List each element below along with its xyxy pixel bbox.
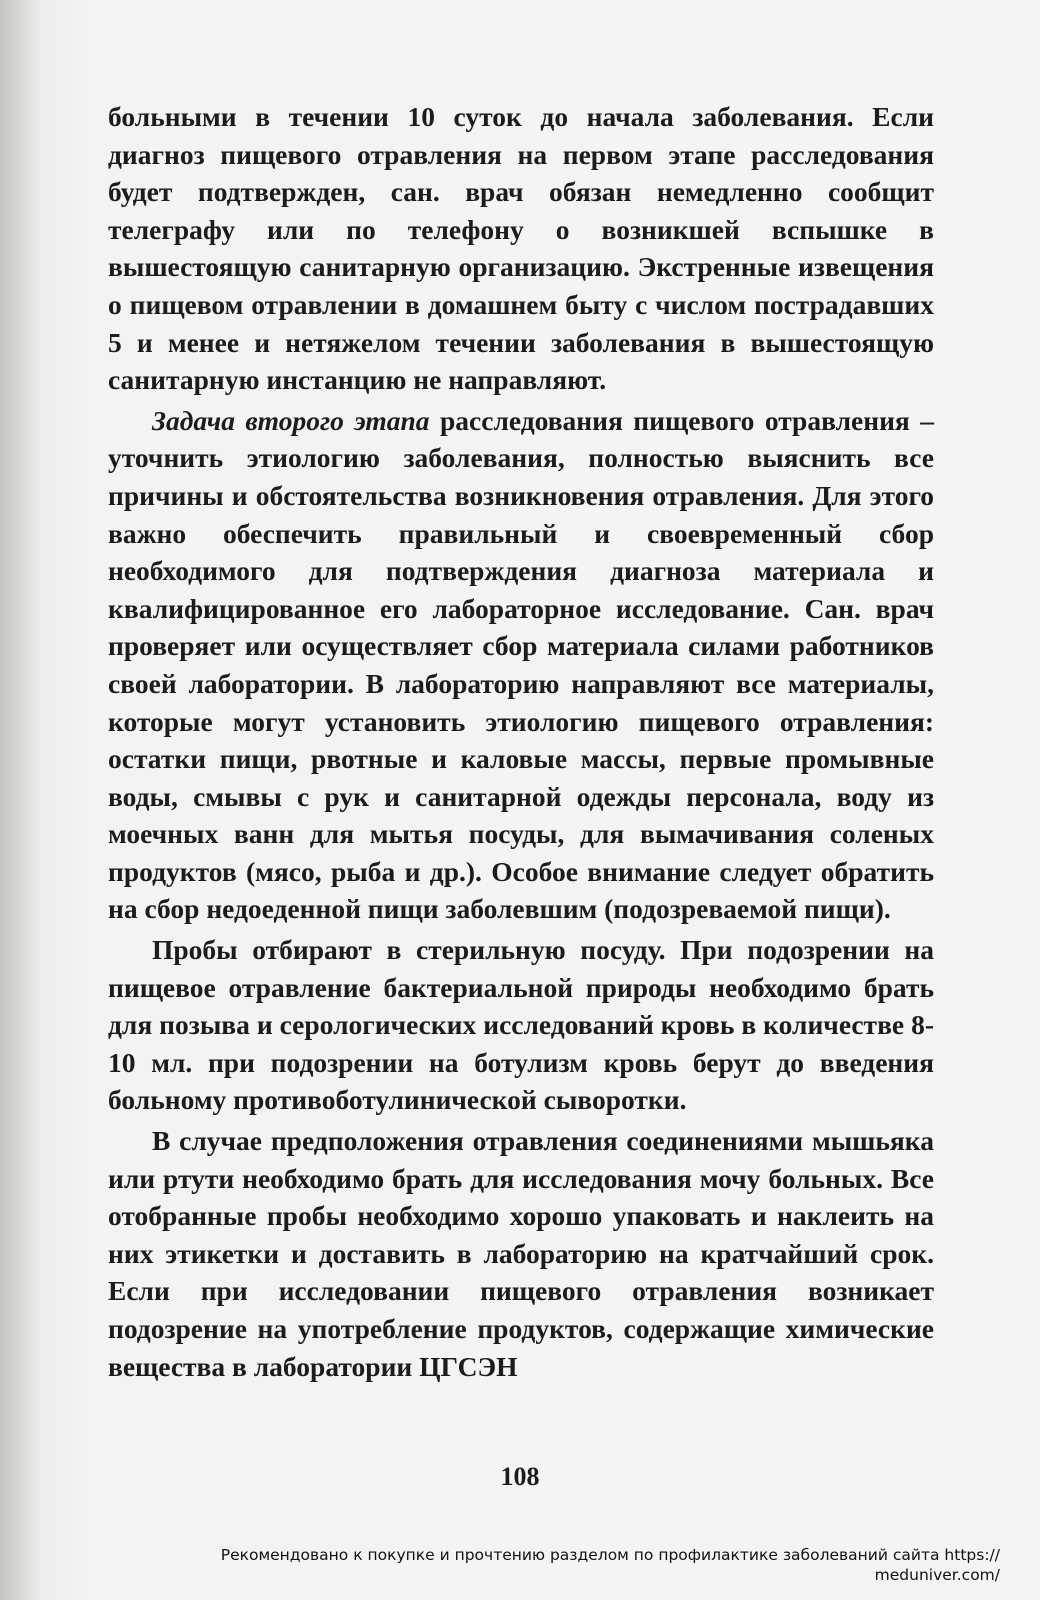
paragraph-3: Пробы отбирают в стерильную посуду. При подозрении на пищевое отравление бактериальной природы необходимо брать для позыва и серологических исследований кровь в количестве 8-10 мл. при подозрении на ботулизм кровь берут до введения больному противоботулинической сыворотки. (108, 934, 934, 1116)
page-gutter-shadow (0, 0, 40, 1600)
body-text (108, 98, 934, 1385)
paragraph-1: больными в течении 10 суток до начала заболевания. Если диагноз пищевого отравления на первом этапе расследования будет подтвержден, сан. врач обязан немедленно сообщит телеграфу или по телефону о возникшей вспышке в вышестоящую санитарную организацию. Экстренные извещения о пищевом отравлении в домашнем быту с числом пострадавших 5 и менее и нетяжелом течении заболевания в вышестоящую санитарную инстанцию не направляют. (108, 101, 934, 396)
footer-recommendation-note: Рекомендовано к покупке и прочтению разделом по профилактике заболеваний сайта https:// meduniver.com/ (220, 1546, 1000, 1584)
page-number: 108 (500, 1462, 540, 1491)
paragraph-2-text: расследования пищевого отравления – уточнить этиологию заболевания, полностью выяснить все причины и обстоятельства возникновения отравления. Для этого важно обеспечить правильный и своевременный сбор необходимого для подтверждения диагноза материала и квалифицированное его лабораторное исследование. Сан. врач проверяет или осуществляет сбор материала силами работников своей лаборатории. В лабораторию направляют все материалы, которые могут установить этиологию пищевого отравления: остатки пищи, рвотные и каловые массы, первые промывные воды, смывы с рук и санитарной одежды персонала, воду из моечных ванн для мытья посуды, для вымачивания соленых продуктов (мясо, рыба и др.). Особое внимание следует обратить на сбор недоеденной пищи заболевшим (подозреваемой пищи). (108, 404, 934, 925)
paragraph-2 (108, 402, 934, 928)
second-stage-term: Задача второго этапа (152, 404, 430, 436)
paragraph-4: В случае предположения отравления соединениями мышьяка или ртути необходимо брать для исследования мочу больных. Все отобранные пробы необходимо хорошо упаковать и наклеить на них этикетки и доставить в лабораторию на кратчайший срок. Если при исследовании пищевого отравления возникает подозрение на употребление продуктов, содержащие химические вещества в лаборатории ЦГСЭН (108, 1125, 934, 1382)
